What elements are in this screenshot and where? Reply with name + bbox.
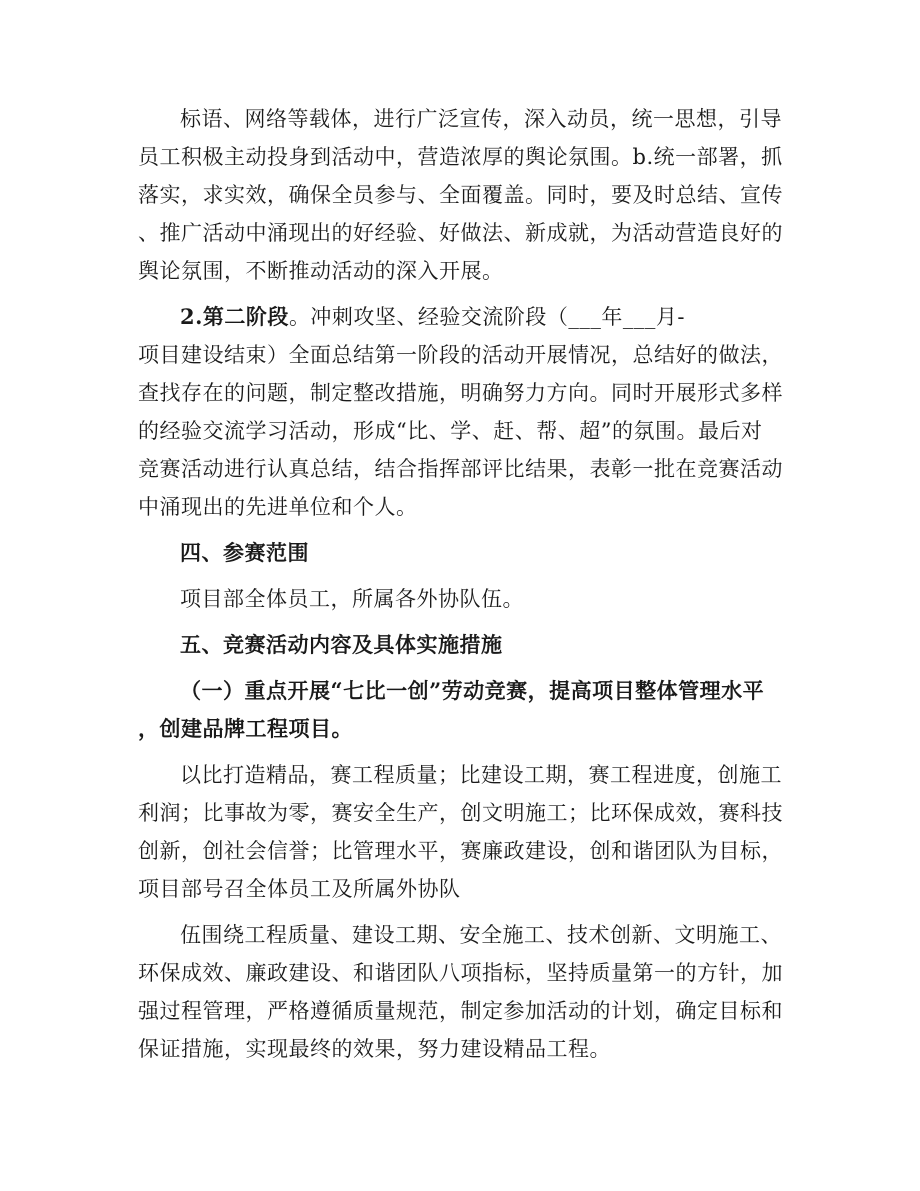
text-line: 项目部全体员工，所属各外协队伍。: [180, 587, 524, 611]
subsection-heading: ，创建品牌工程项目。: [138, 716, 353, 741]
text-line: 标语、网络等载体，进行广泛宣传，深入动员，统一思想，引导: [180, 107, 782, 131]
text-line: 竞赛活动进行认真总结，结合指挥部评比结果，表彰一批在竞赛活动: [138, 457, 783, 481]
text-line: 舆论氛围，不断推动活动的深入开展。: [138, 259, 504, 283]
section-heading: 四、参赛范围: [180, 540, 309, 565]
text-line: 利润；比事故为零，赛安全生产，创文明施工；比环保成效，赛科技: [138, 801, 783, 825]
text-line: 以比打造精品，赛工程质量；比建设工期，赛工程进度，创施工: [180, 763, 782, 787]
text-line: 项目部号召全体员工及所属外协队: [138, 877, 461, 901]
text-line: 保证措施，实现最终的效果，努力建设精品工程。: [138, 1037, 611, 1061]
stage2-line: [138, 298, 788, 336]
text-line: 落实，求实效，确保全员参与、全面覆盖。同时，要及时总结、宣传: [138, 183, 783, 207]
text-line: 员工积极主动投身到活动中，营造浓厚的舆论氛围。b.统一部署，抓: [138, 145, 783, 169]
text-line: 的经验交流学习活动，形成“比、学、赶、帮、超”的氛围。最后对: [138, 419, 763, 443]
text-line: 项目建设结束）全面总结第一阶段的活动开展情况，总结好的做法，: [138, 343, 783, 367]
stage2-text: 。冲刺攻坚、经验交流阶段（___年___月-: [288, 305, 686, 329]
text-line: 查找存在的问题，制定整改措施，明确努力方向。同时开展形式多样: [138, 381, 783, 405]
text-line: 伍围绕工程质量、建设工期、安全施工、技术创新、文明施工、: [180, 923, 782, 947]
document-page: [138, 100, 788, 1068]
stage2-label: 2.第二阶段: [180, 304, 289, 329]
text-line: 环保成效、廉政建设、和谐团队八项指标，坚持质量第一的方针，加: [138, 961, 783, 985]
text-line: 创新，创社会信誉；比管理水平，赛廉政建设，创和谐团队为目标，: [138, 839, 783, 863]
text-line: 、推广活动中涌现出的好经验、好做法、新成就，为活动营造良好的: [138, 221, 783, 245]
text-line: 强过程管理，严格遵循质量规范，制定参加活动的计划，确定目标和: [138, 999, 783, 1023]
subsection-heading: （一）重点开展“七比一创”劳动竞赛，提高项目整体管理水平: [180, 678, 765, 703]
text-line: 中涌现出的先进单位和个人。: [138, 495, 418, 519]
section-heading: 五、竞赛活动内容及具体实施措施: [180, 632, 503, 657]
